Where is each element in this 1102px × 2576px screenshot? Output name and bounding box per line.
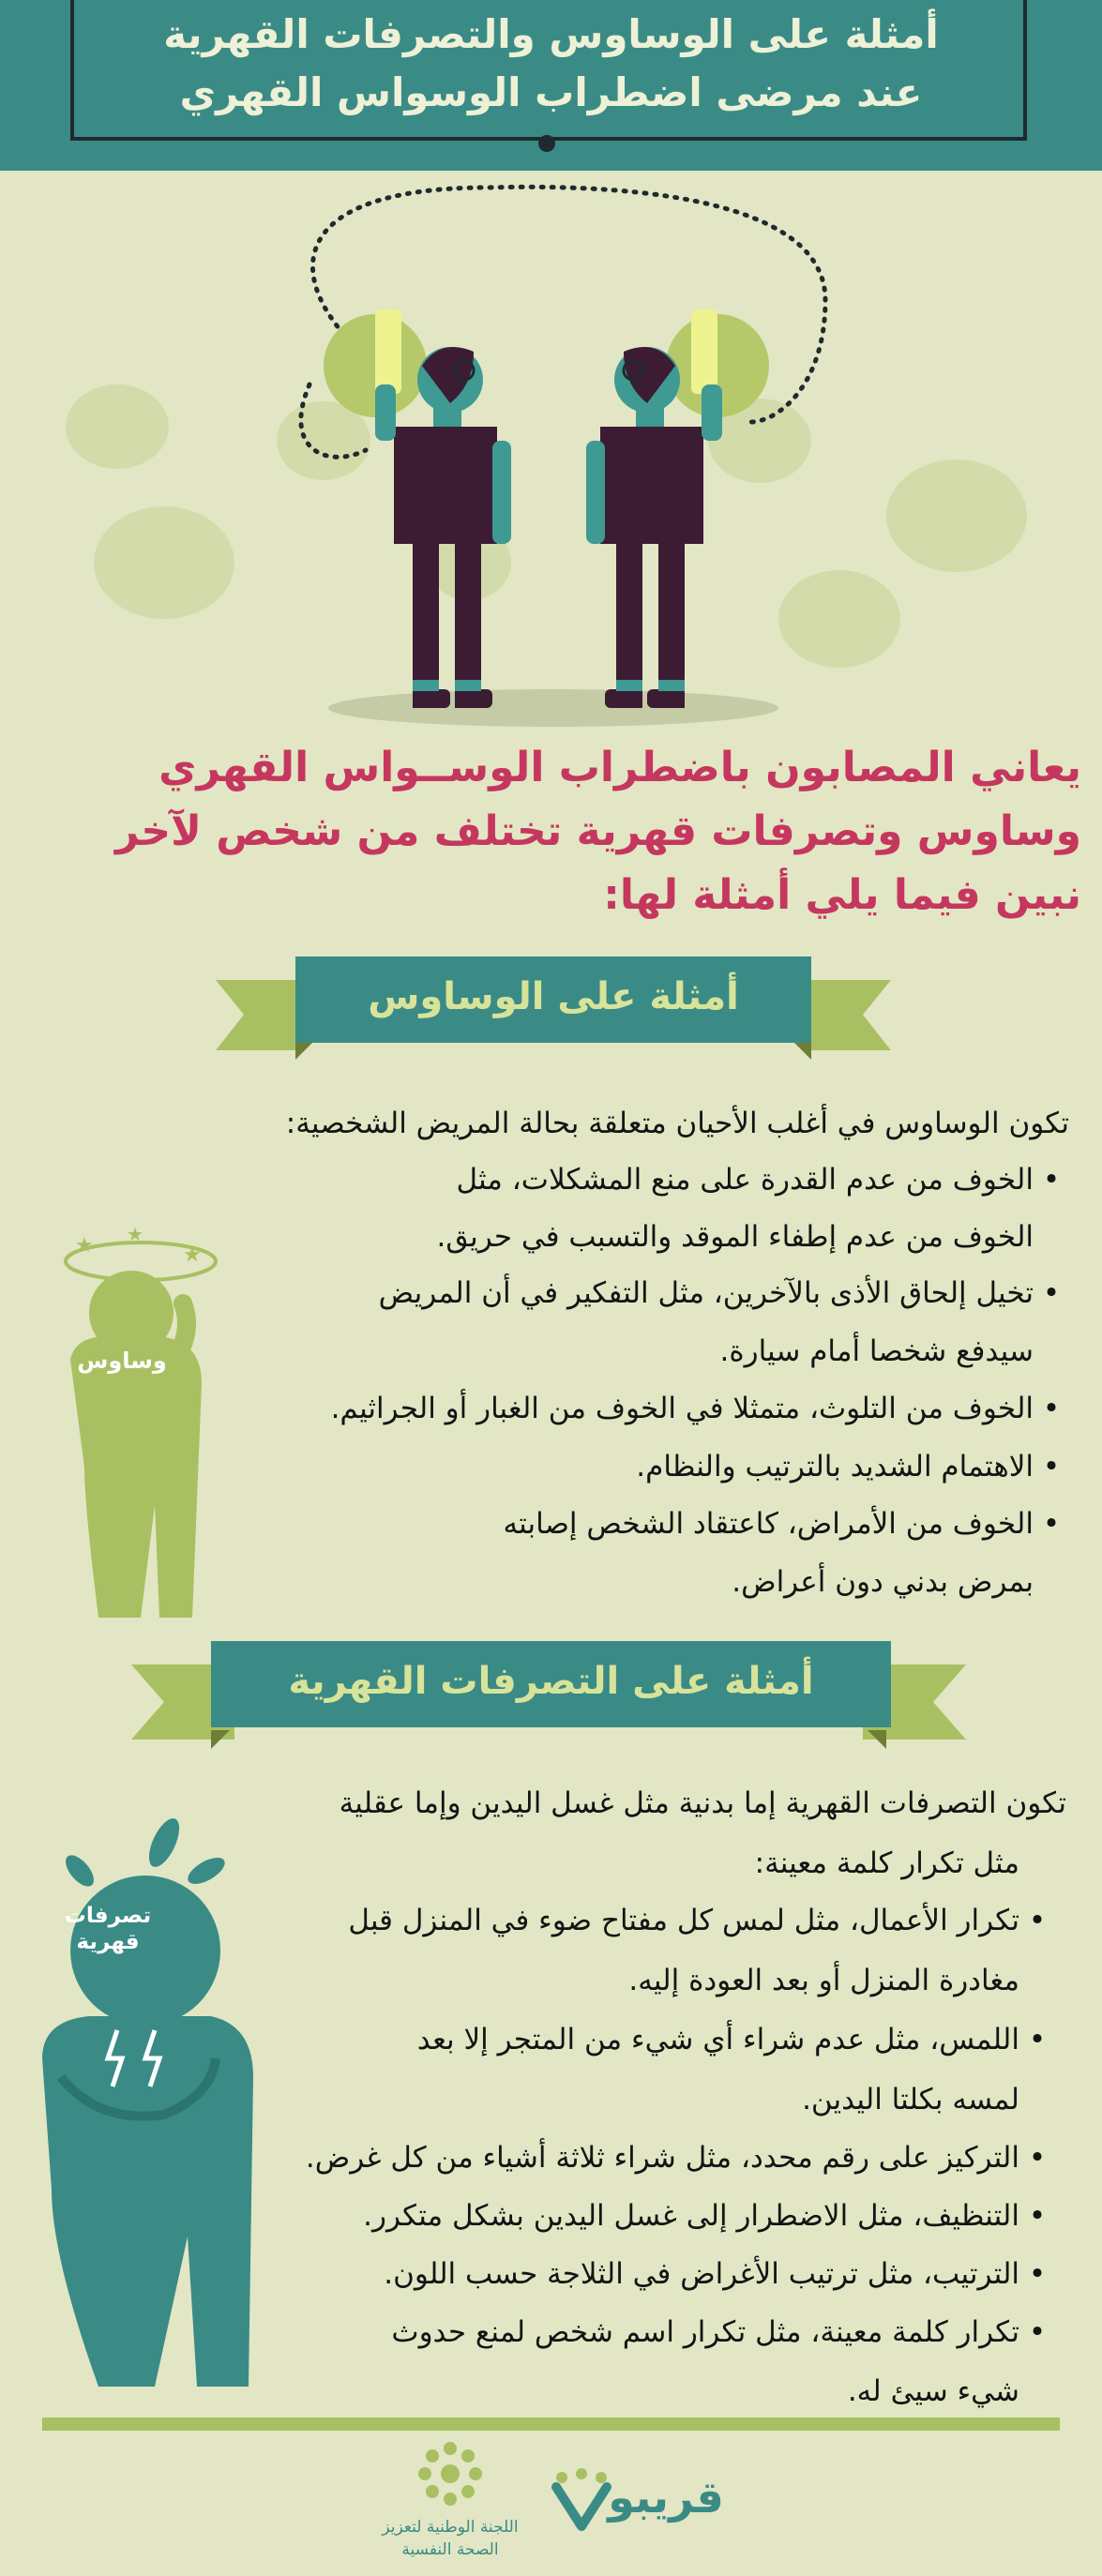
phone-call-illustration — [0, 169, 1102, 731]
title-line-2: عند مرضى اضطراب الوسواس القهري — [179, 69, 923, 115]
person-left-icon — [324, 309, 511, 708]
intro-line-1: يعاني المصابون باضطراب الوســواس القهري — [159, 744, 1081, 791]
list-item: •الخوف من الأمراض، كاعتقاد الشخص إصابته — [503, 1507, 1061, 1541]
header-banner — [0, 0, 1102, 171]
list-item: •الخوف من عدم القدرة على منع المشكلات، مثل — [456, 1163, 1061, 1197]
obsessions-intro: تكون الوساوس في أغلب الأحيان متعلقة بحالة المريض الشخصية: — [285, 1107, 1069, 1140]
list-item-cont: بمرض بدني دون أعراض. — [732, 1565, 1034, 1599]
person-right-icon — [586, 309, 769, 708]
list-item-cont: مغادرة المنزل أو بعد العودة إليه. — [628, 1964, 1019, 1997]
list-item: •الخوف من التلوث، متمثلا في الخوف من الغبار أو الجراثيم. — [330, 1392, 1061, 1425]
list-item: •الترتيب، مثل ترتيب الأغراض في الثلاجة حسب اللون. — [384, 2257, 1047, 2291]
obsessions-heading: أمثلة على الوساوس — [295, 957, 811, 1043]
list-item-cont: الخوف من عدم إطفاء الموقد والتسبب في حريق. — [436, 1220, 1034, 1254]
brand-name: قريبو — [608, 2472, 724, 2523]
obsessions-figure-label: وساوس — [77, 1348, 167, 1374]
intro-line-2: وساوس وتصرفات قهرية تختلف من شخص لآخر — [115, 807, 1081, 855]
compulsions-figure-label — [61, 1904, 155, 1955]
committee-name-line1: اللجنة الوطنية لتعزيز — [382, 2518, 519, 2537]
intro-line-3: نبين فيما يلي أمثلة لها: — [603, 871, 1081, 919]
list-item: •التنظيف، مثل الاضطرار إلى غسل اليدين بشكل متكرر. — [363, 2199, 1047, 2233]
committee-logo-icon — [417, 2441, 483, 2507]
list-item: •اللمس، مثل عدم شراء أي شيء من المتجر إلا بعد — [416, 2023, 1047, 2056]
list-item-cont: لمسه بكلتا اليدين. — [802, 2083, 1019, 2117]
committee-name — [356, 2517, 544, 2562]
list-item: •تكرار الأعمال، مثل لمس كل مفتاح ضوء في المنزل قبل — [348, 1904, 1047, 1937]
list-item: •تكرار كلمة معينة، مثل تكرار اسم شخص لمنع حدوث — [391, 2315, 1047, 2349]
committee-name-line2: الصحة النفسية — [401, 2539, 499, 2559]
svg-text:★: ★ — [127, 1224, 143, 1245]
title-line-1: أمثلة على الوساوس والتصرفات القهرية — [163, 11, 939, 57]
footer-divider — [42, 2418, 1060, 2431]
svg-text:★: ★ — [75, 1234, 94, 1258]
svg-text:★: ★ — [183, 1243, 202, 1267]
compulsions-heading: أمثلة على التصرفات القهرية — [211, 1641, 891, 1727]
list-item: •الاهتمام الشديد بالترتيب والنظام. — [636, 1450, 1061, 1484]
compulsions-figure-label-line1: تصرفات — [64, 1904, 152, 1928]
list-item: •تخيل إلحاق الأذى بالآخرين، مثل التفكير في أن المريض — [378, 1276, 1061, 1310]
header-dot — [538, 135, 555, 152]
list-item-cont: سيدفع شخصا أمام سيارة. — [719, 1334, 1034, 1368]
obsessions-figure-icon — [52, 1224, 230, 1618]
compulsions-figure-label-line2: قهرية — [76, 1929, 140, 1954]
compulsions-intro-line-1: تكون التصرفات القهرية إما بدنية مثل غسل اليدين وإما عقلية — [339, 1786, 1066, 1820]
brain-icon — [66, 384, 1027, 668]
compulsions-intro-line-2: مثل تكرار كلمة معينة: — [754, 1846, 1019, 1880]
list-item: •التركيز على رقم محدد، مثل شراء ثلاثة أشياء من كل غرض. — [305, 2141, 1047, 2175]
list-item-cont: شيء سيئ له. — [847, 2374, 1019, 2408]
